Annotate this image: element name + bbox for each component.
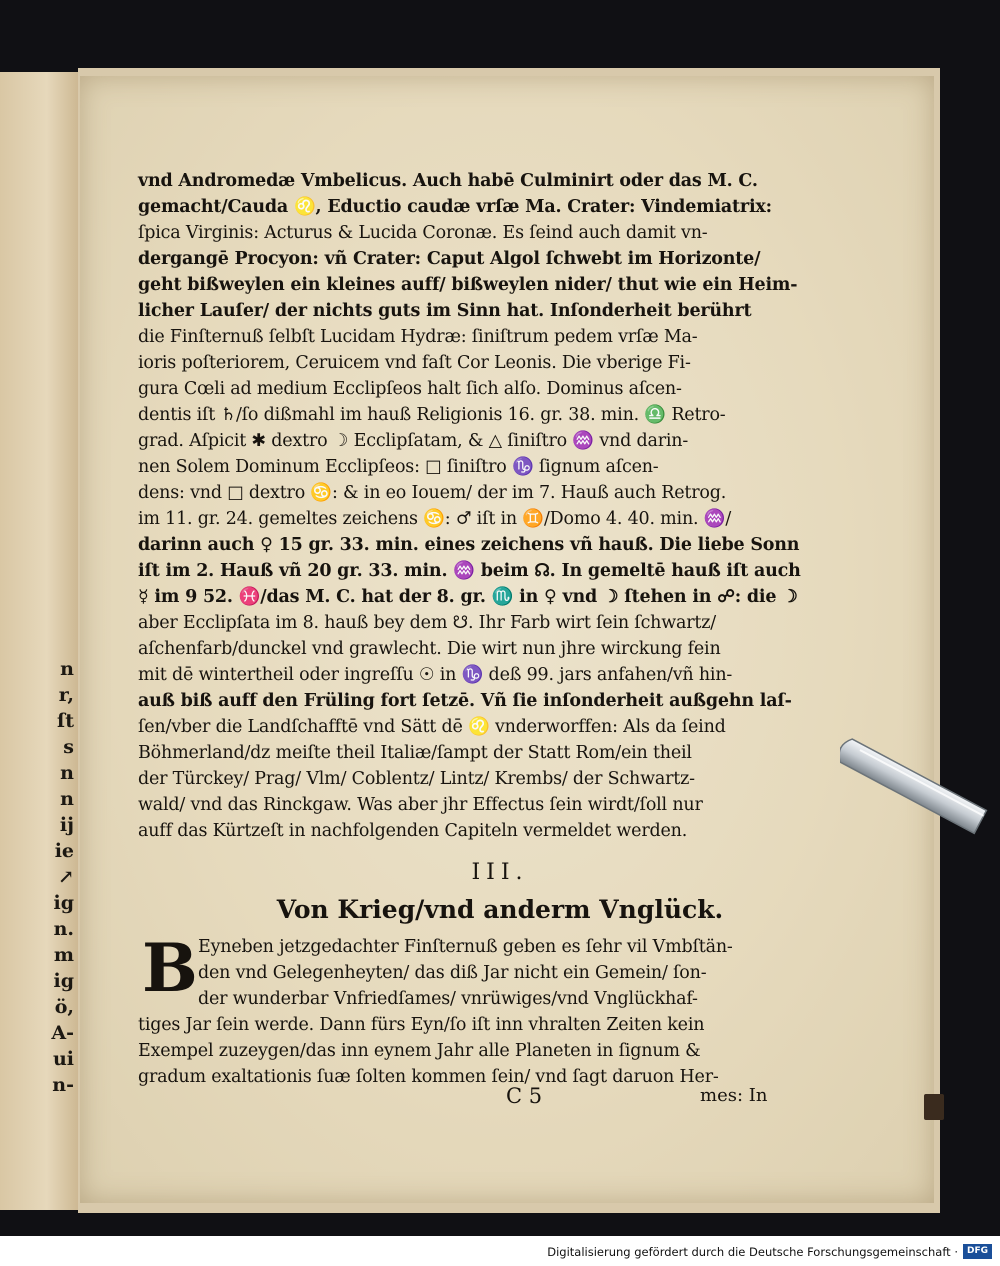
body-line: im 11. gr. 24. gemeltes zeichens ♋: ♂ iſt in ♊/Domo 4. 40. min. ♒/ (138, 509, 732, 529)
body-line: darinn auch ♀ 15 gr. 33. min. eines zeichens vñ hauß. Die liebe Sonn (138, 535, 800, 555)
left-page-edge (0, 72, 80, 1210)
body-line: auß biß auff den Früling fort ſetzē. Vñ ſie inſonderheit außgehn laſ- (138, 691, 792, 711)
left-fragment: ig (53, 970, 74, 992)
footer-bar (0, 1236, 1000, 1266)
body-line: ☿ im 9 52. ♓/das M. C. hat der 8. gr. ♏ in ♀ vnd ☽ ſtehen in ☍: die ☽ (138, 587, 798, 607)
paragraph-line: tiges Jar ſein werde. Dann fürs Eyn/ſo iſt inn vhralten Zeiten kein (138, 1015, 705, 1035)
drop-cap: B (142, 929, 198, 1007)
left-fragment: n. (53, 918, 74, 940)
body-line: grad. Aſpicit ✱ dextro ☽ Ecclipſatam, & △ ſiniſtro ♒ vnd darin- (138, 431, 689, 451)
paragraph-line: der wunderbar Vnfriedſames/ vnrüwiges/vnd Vnglückhaf- (198, 989, 698, 1009)
body-line: wald/ vnd das Rinckgaw. Was aber jhr Effectus ſein wirdt/ſoll nur (138, 795, 703, 815)
body-line: der Türckey/ Prag/ Vlm/ Coblentz/ Lintz/ Krembs/ der Schwartz- (138, 769, 695, 789)
left-fragment: ie (54, 840, 74, 862)
left-fragment: A- (51, 1022, 74, 1044)
signature-mark: C 5 (506, 1084, 543, 1108)
left-fragment: ui (52, 1048, 74, 1070)
body-line: ſen/vber die Landſchafftē vnd Sätt dē ♌ vnderworffen: Als da ſeind (138, 717, 726, 737)
body-line: ſpica Virginis: Acturus & Lucida Coronæ. Es ſeind auch damit vn- (138, 223, 708, 243)
body-line: gemacht/Cauda ♌, Eductio caudæ vrſæ Ma. Crater: Vindemiatrix: (138, 197, 772, 217)
body-line: ioris poſteriorem, Ceruicem vnd faſt Cor Leonis. Die vberige Fi- (138, 353, 691, 373)
left-fragment: n (60, 762, 74, 784)
funding-notice: Digitalisierung gefördert durch die Deutsche Forschungsgemeinschaft · (547, 1245, 958, 1259)
paragraph-line: den vnd Gelegenheyten/ das diß Jar nicht ein Gemein/ ſon- (198, 963, 707, 983)
body-line: aſchenfarb/dunckel vnd grawlecht. Die wirt nun jhre wirckung fein (138, 639, 721, 659)
left-fragment: ö, (54, 996, 74, 1018)
left-fragment: ſt (57, 710, 74, 732)
left-fragment: ij (59, 814, 74, 836)
left-fragment: n- (52, 1074, 74, 1096)
left-fragment: n (60, 788, 74, 810)
left-fragment: ↗ (58, 866, 74, 888)
body-line: gura Cœli ad medium Ecclipſeos halt ſich alſo. Dominus aſcen- (138, 379, 682, 399)
body-line: nen Solem Dominum Ecclipſeos: □ ſiniſtro ♑ ſignum aſcen- (138, 457, 659, 477)
body-line: dentis iſt ♄/ſo dißmahl im hauß Religionis 16. gr. 38. min. ♎ Retro- (138, 405, 726, 425)
left-fragment: ig (53, 892, 74, 914)
body-line: Böhmerland/dz meiſte theil Italiæ/ſampt der Statt Rom/ein theil (138, 743, 692, 763)
chapter-title: Von Krieg/vnd anderm Vnglück. (276, 895, 724, 924)
left-fragment: r, (58, 684, 74, 706)
dfg-logo: DFG (963, 1244, 992, 1259)
left-fragment: s (63, 736, 74, 758)
paragraph-line: Eyneben jetzgedachter Finſternuß geben es ſehr vil Vmbſtän- (198, 937, 733, 957)
body-line: aber Ecclipſata im 8. hauß bey dem ☋. Ihr Farb wirt ſein ſchwartz/ (138, 613, 716, 633)
body-line: vnd Andromedæ Vmbelicus. Auch habē Culminirt oder das M. C. (138, 171, 758, 191)
body-line: mit dē wintertheil oder ingreſſu ☉ in ♑ deß 99. jars anfahen/vñ hin- (138, 665, 733, 685)
body-line: licher Lauſer/ der nichts guts im Sinn hat. Inſonderheit berührt (138, 301, 752, 321)
chapter-number: III. (471, 860, 529, 885)
catchword: mes: In (700, 1085, 768, 1106)
body-line: geht bißweylen ein kleines auff/ bißweylen nider/ thut wie ein Heim- (138, 275, 798, 295)
paragraph-line: gradum exaltationis ſuæ ſolten kommen ſein/ vnd ſagt daruon Her- (138, 1067, 719, 1087)
body-line: auff das Kürtzeſt in nachfolgenden Capiteln vermeldet werden. (138, 821, 688, 841)
page-tab-marker (924, 1094, 944, 1120)
left-fragment: m (53, 944, 74, 966)
body-line: iſt im 2. Hauß vñ 20 gr. 33. min. ♒ beim ☊. In gemeltē hauß iſt auch (138, 561, 801, 581)
body-line: die Finſternuß ſelbſt Lucidam Hydræ: ſiniſtrum pedem vrſæ Ma- (138, 327, 698, 347)
body-line: dens: vnd □ dextro ♋: & in eo Iouem/ der im 7. Hauß auch Retrog. (138, 483, 727, 503)
paragraph-line: Exempel zuzeygen/das inn eynem Jahr alle Planeten in ſignum & (138, 1041, 701, 1061)
left-fragment: n (60, 658, 74, 680)
body-line: dergangē Procyon: vñ Crater: Caput Algol ſchwebt im Horizonte/ (138, 249, 761, 269)
pencil-pointer-icon (840, 730, 1000, 840)
